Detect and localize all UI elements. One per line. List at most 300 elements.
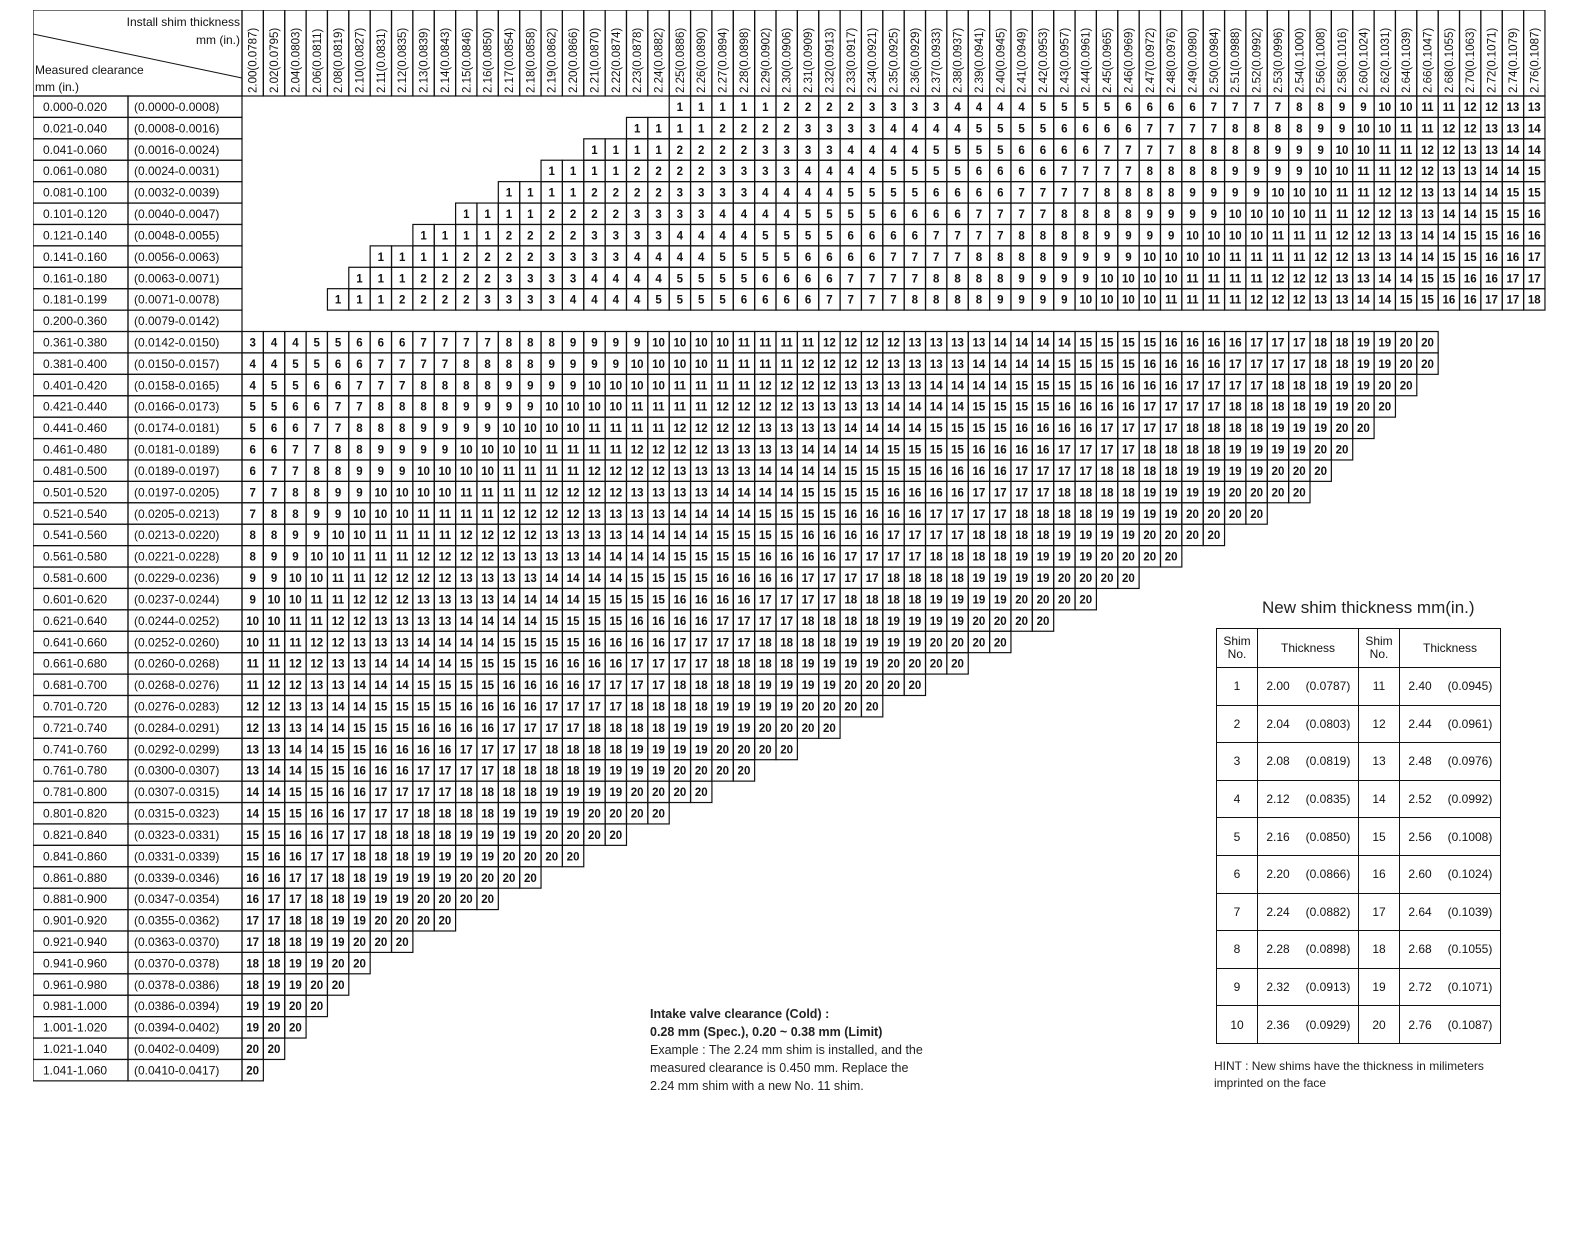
shim-number: 20 xyxy=(1207,508,1221,521)
shim-no: 12 xyxy=(1359,705,1400,743)
shim-number: 7 xyxy=(868,273,876,286)
shim-number: 18 xyxy=(502,765,516,778)
shim-number: 2 xyxy=(804,102,812,114)
shim-number: 18 xyxy=(374,851,388,864)
column-header-label: 2.62(0.1031) xyxy=(1379,27,1392,93)
shim-number: 15 xyxy=(1421,294,1434,307)
table-row xyxy=(1217,705,1501,743)
shim-number: 17 xyxy=(1186,380,1199,393)
shim-number: 18 xyxy=(1100,465,1114,478)
column-header-label: 2.13(0.0839) xyxy=(418,27,431,93)
shim-number: 18 xyxy=(395,829,409,842)
shim-number: 5 xyxy=(932,144,940,157)
shim-number: 9 xyxy=(1103,251,1111,264)
shim-number: 11 xyxy=(695,380,708,393)
shim-number: 16 xyxy=(823,530,836,543)
shim-number: 1 xyxy=(655,144,662,157)
shim-number: 12 xyxy=(310,658,324,671)
shim-number: 17 xyxy=(951,508,964,521)
shim-number: 15 xyxy=(630,594,644,607)
shim-number: 9 xyxy=(633,337,641,350)
column-header-label: 2.36(0.0929) xyxy=(909,27,922,93)
shim-number: 14 xyxy=(1463,209,1477,222)
shim-number: 17 xyxy=(737,637,751,650)
shim-number: 12 xyxy=(1271,273,1285,286)
shim-number: 4 xyxy=(633,251,641,264)
shim-number: 12 xyxy=(887,337,900,350)
shim-number: 4 xyxy=(698,251,705,264)
shim-number: 12 xyxy=(566,487,580,500)
shim-number: 14 xyxy=(289,744,302,757)
shim-number: 9 xyxy=(313,530,320,543)
shim-number: 14 xyxy=(523,594,537,607)
column-header-label: 2.68(0.1055) xyxy=(1443,27,1456,93)
shim-number: 13 xyxy=(1314,294,1328,307)
shim-number: 17 xyxy=(1057,444,1071,457)
shim-number: 18 xyxy=(1207,423,1221,436)
shim-number: 14 xyxy=(972,380,986,393)
shim-number: 14 xyxy=(780,465,794,478)
shim-number: 12 xyxy=(694,444,708,457)
shim-number: 17 xyxy=(1207,401,1221,414)
shim-number: 11 xyxy=(246,658,259,671)
shim-number: 9 xyxy=(334,508,342,521)
shim-number: 19 xyxy=(1250,444,1263,457)
shim-number: 7 xyxy=(868,294,876,307)
shim-number: 14 xyxy=(993,337,1007,350)
shim-number: 18 xyxy=(353,872,366,885)
shim-number: 4 xyxy=(655,273,662,286)
shim-number: 2 xyxy=(633,166,641,179)
thickness-in: (0.1024) xyxy=(1440,855,1501,893)
row-clearance-mm: 0.801-0.820 xyxy=(43,806,108,821)
shim-number: 17 xyxy=(1036,465,1050,478)
row-clearance-in: (0.0189-0.0197) xyxy=(134,463,220,478)
shim-number: 8 xyxy=(292,508,299,521)
shim-number: 9 xyxy=(1317,123,1324,136)
shim-number: 6 xyxy=(762,294,769,307)
shim-number: 19 xyxy=(353,894,366,907)
shim-number: 12 xyxy=(1421,166,1434,179)
shim-number: 9 xyxy=(1189,187,1196,200)
shim-number: 16 xyxy=(588,658,601,671)
shim-number: 20 xyxy=(972,615,986,628)
shim-number: 10 xyxy=(395,487,409,500)
shim-number: 13 xyxy=(395,615,409,628)
shim-number: 12 xyxy=(1463,102,1477,114)
shim-number: 13 xyxy=(1463,166,1477,179)
shim-number: 1 xyxy=(334,294,342,307)
shim-number: 15 xyxy=(929,423,943,436)
shim-number: 18 xyxy=(438,829,452,842)
thickness-mm: 2.32 xyxy=(1258,968,1299,1006)
shim-number: 16 xyxy=(1079,423,1093,436)
shim-number: 8 xyxy=(1061,209,1068,222)
shim-number: 17 xyxy=(310,872,324,885)
shim-number: 5 xyxy=(292,380,299,393)
shim-number: 2 xyxy=(847,102,854,114)
shim-number: 9 xyxy=(569,337,577,350)
thickness-in: (0.1087) xyxy=(1440,1006,1501,1044)
shim-number: 15 xyxy=(289,787,302,800)
shim-number: 16 xyxy=(438,722,452,735)
shim-number: 10 xyxy=(1207,230,1221,243)
hint-text: HINT : New shims have the thickness in milimeters imprinted on the face xyxy=(1214,1059,1484,1090)
shim-number: 12 xyxy=(523,530,537,543)
shim-number: 5 xyxy=(847,209,854,222)
shim-number: 18 xyxy=(1057,487,1071,500)
shim-number: 11 xyxy=(1357,166,1370,179)
shim-number: 18 xyxy=(1335,337,1349,350)
row-clearance-in: (0.0323-0.0331) xyxy=(134,827,220,842)
shim-number: 13 xyxy=(929,358,943,371)
shim-number: 16 xyxy=(1036,444,1050,457)
shim-number: 16 xyxy=(780,551,794,564)
shim-number: 16 xyxy=(972,444,986,457)
shim-number: 10 xyxy=(1271,209,1285,222)
shim-number: 3 xyxy=(868,102,876,114)
shim-number: 3 xyxy=(612,230,620,243)
shim-number: 4 xyxy=(997,102,1004,114)
shim-number: 8 xyxy=(463,380,470,393)
thickness-in: (0.0992) xyxy=(1440,780,1501,818)
shim-number: 13 xyxy=(1399,230,1413,243)
shim-number: 8 xyxy=(463,358,470,371)
shim-number: 9 xyxy=(1296,144,1303,157)
shim-number: 16 xyxy=(694,615,708,628)
shim-number: 15 xyxy=(801,487,815,500)
shim-number: 18 xyxy=(694,701,708,714)
thickness-mm: 2.64 xyxy=(1400,893,1441,931)
shim-number: 12 xyxy=(716,423,729,436)
shim-number: 4 xyxy=(633,273,641,286)
shim-table-title: New shim thickness mm(in.) xyxy=(1262,598,1475,617)
shim-number: 3 xyxy=(804,144,812,157)
shim-number: 14 xyxy=(929,401,943,414)
shim-number: 3 xyxy=(548,294,555,307)
shim-number: 14 xyxy=(1357,294,1370,307)
shim-number: 9 xyxy=(377,465,385,478)
shim-number: 10 xyxy=(289,573,302,586)
column-header-label: 2.35(0.0925) xyxy=(888,27,901,93)
shim-number: 9 xyxy=(249,594,256,607)
table-row xyxy=(1217,668,1501,706)
shim-number: 8 xyxy=(1296,102,1303,114)
shim-number: 11 xyxy=(1293,251,1306,264)
row-clearance-in: (0.0284-0.0291) xyxy=(134,720,220,735)
shim-number: 9 xyxy=(484,423,491,436)
shim-number: 5 xyxy=(890,166,897,179)
shim-number: 20 xyxy=(1122,551,1135,564)
shim-number: 20 xyxy=(331,979,345,992)
shim-number: 2 xyxy=(505,251,513,264)
shim-number: 8 xyxy=(441,380,449,393)
shim-number: 19 xyxy=(1292,423,1306,436)
shim-number: 16 xyxy=(481,701,495,714)
column-header-label: 2.22(0.0874) xyxy=(610,27,623,93)
row-clearance-mm: 1.021-1.040 xyxy=(43,1042,108,1057)
shim-number: 16 xyxy=(523,701,537,714)
shim-number: 17 xyxy=(566,722,580,735)
shim-number: 10 xyxy=(588,401,601,414)
shim-number: 12 xyxy=(758,401,772,414)
shim-number: 9 xyxy=(1082,273,1089,286)
shim-number: 8 xyxy=(1232,144,1239,157)
row-clearance-in: (0.0221-0.0228) xyxy=(134,549,220,564)
shim-number: 6 xyxy=(890,209,897,222)
shim-number: 6 xyxy=(1125,123,1132,136)
shim-number: 20 xyxy=(1164,530,1178,543)
shim-number: 17 xyxy=(801,594,815,607)
shim-number: 5 xyxy=(719,273,726,286)
shim-number: 19 xyxy=(1378,337,1392,350)
shim-number: 7 xyxy=(334,401,342,414)
shim-number: 5 xyxy=(826,209,833,222)
shim-number: 17 xyxy=(694,637,708,650)
shim-number: 20 xyxy=(673,765,687,778)
row-clearance-mm: 0.461-0.480 xyxy=(43,442,108,457)
row-clearance-mm: 0.061-0.080 xyxy=(43,164,108,179)
shim-number: 10 xyxy=(1357,144,1370,157)
shim-number: 19 xyxy=(395,894,409,907)
shim-number: 4 xyxy=(270,337,278,350)
thickness-mm: 2.20 xyxy=(1258,855,1299,893)
shim-number: 13 xyxy=(908,358,922,371)
shim-number: 15 xyxy=(1100,337,1114,350)
shim-number: 16 xyxy=(823,551,836,564)
shim-number: 17 xyxy=(1079,444,1093,457)
note-line: 2.24 mm shim with a new No. 11 shim. xyxy=(650,1079,864,1093)
shim-number: 15 xyxy=(1485,209,1498,222)
shim-number: 7 xyxy=(975,230,983,243)
shim-number: 13 xyxy=(716,444,729,457)
shim-number: 7 xyxy=(1039,187,1047,200)
shim-number: 12 xyxy=(737,401,751,414)
shim-number: 13 xyxy=(908,380,922,393)
shim-number: 10 xyxy=(246,637,260,650)
shim-number: 1 xyxy=(463,209,470,222)
shim-number: 13 xyxy=(887,358,900,371)
thickness-mm: 2.36 xyxy=(1258,1006,1299,1044)
shim-number: 19 xyxy=(1335,401,1349,414)
shim-number: 13 xyxy=(823,401,836,414)
shim-number: 16 xyxy=(630,637,644,650)
shim-number: 16 xyxy=(523,680,537,693)
shim-number: 10 xyxy=(417,465,430,478)
shim-number: 20 xyxy=(1228,508,1242,521)
shim-number: 11 xyxy=(481,508,494,521)
shim-number: 5 xyxy=(334,337,342,350)
shim-number: 10 xyxy=(652,380,665,393)
shim-number: 6 xyxy=(249,465,256,478)
shim-number: 3 xyxy=(719,166,726,179)
shim-number: 6 xyxy=(954,209,961,222)
shim-number: 11 xyxy=(695,401,708,414)
shim-number: 16 xyxy=(1057,401,1071,414)
shim-number: 12 xyxy=(246,722,260,735)
shim-number: 6 xyxy=(868,230,876,243)
shim-number: 10 xyxy=(1100,294,1114,307)
column-header-label: 2.32(0.0913) xyxy=(824,27,837,93)
shim-number: 8 xyxy=(377,401,385,414)
row-clearance-in: (0.0229-0.0236) xyxy=(134,571,220,586)
shim-number: 14 xyxy=(545,594,559,607)
shim-number: 7 xyxy=(1103,166,1111,179)
shim-number: 2 xyxy=(569,230,577,243)
shim-number: 13 xyxy=(630,508,644,521)
shim-number: 15 xyxy=(1015,401,1029,414)
shim-number: 11 xyxy=(438,530,452,543)
shim-number: 14 xyxy=(823,444,836,457)
shim-number: 20 xyxy=(1378,380,1392,393)
shim-number: 8 xyxy=(975,273,983,286)
shim-number: 15 xyxy=(481,680,495,693)
shim-number: 2 xyxy=(463,273,470,286)
shim-number: 18 xyxy=(780,658,794,671)
shim-number: 9 xyxy=(548,358,555,371)
shim-number: 5 xyxy=(783,230,790,243)
shim-number: 17 xyxy=(1271,337,1285,350)
shim-number: 11 xyxy=(1207,294,1220,307)
column-header-label: 2.52(0.0992) xyxy=(1251,27,1264,93)
shim-number: 7 xyxy=(441,337,449,350)
shim-number: 19 xyxy=(1057,530,1071,543)
shim-number: 20 xyxy=(823,722,836,735)
shim-number: 19 xyxy=(887,637,900,650)
shim-number: 6 xyxy=(783,294,790,307)
shim-number: 18 xyxy=(951,573,964,586)
shim-number: 17 xyxy=(609,701,623,714)
shim-number: 20 xyxy=(588,829,601,842)
shim-number: 18 xyxy=(1314,380,1328,393)
shim-number: 15 xyxy=(673,551,687,564)
shim-number: 20 xyxy=(246,1044,260,1057)
shim-number: 5 xyxy=(954,166,961,179)
row-clearance-in: (0.0394-0.0402) xyxy=(134,1020,220,1035)
shim-number: 14 xyxy=(246,787,260,800)
shim-number: 12 xyxy=(502,508,516,521)
shim-number: 11 xyxy=(460,487,473,500)
shim-number: 8 xyxy=(292,487,299,500)
table-row xyxy=(1217,818,1501,856)
shim-number: 9 xyxy=(1103,230,1111,243)
shim-number: 14 xyxy=(1015,337,1029,350)
shim-number: 17 xyxy=(1292,337,1306,350)
row-clearance-in: (0.0370-0.0378) xyxy=(134,956,220,971)
shim-number: 20 xyxy=(993,637,1007,650)
shim-number: 10 xyxy=(694,337,708,350)
shim-number: 2 xyxy=(719,123,726,136)
shim-number: 14 xyxy=(1485,187,1498,200)
shim-number: 7 xyxy=(997,230,1004,243)
shim-number: 18 xyxy=(246,979,260,992)
shim-number: 6 xyxy=(1039,144,1047,157)
shim-number: 20 xyxy=(630,808,644,821)
shim-number: 5 xyxy=(826,230,833,243)
shim-number: 16 xyxy=(374,744,388,757)
shim-number: 13 xyxy=(246,765,260,778)
shim-number: 19 xyxy=(865,658,879,671)
shim-number: 14 xyxy=(438,658,452,671)
shim-number: 15 xyxy=(1527,187,1541,200)
shim-number: 20 xyxy=(1271,487,1285,500)
shim-number: 20 xyxy=(331,958,345,971)
shim-number: 10 xyxy=(267,594,281,607)
shim-number: 13 xyxy=(801,401,815,414)
shim-number: 9 xyxy=(463,401,470,414)
shim-number: 14 xyxy=(459,637,473,650)
shim-number: 2 xyxy=(420,273,427,286)
shim-number: 6 xyxy=(740,294,748,307)
shim-number: 3 xyxy=(548,273,555,286)
shim-number: 15 xyxy=(1122,358,1135,371)
shim-number: 15 xyxy=(353,722,366,735)
shim-number: 9 xyxy=(1125,251,1132,264)
shim-number: 17 xyxy=(1271,358,1285,371)
shim-number: 19 xyxy=(673,744,687,757)
shim-number: 19 xyxy=(673,722,687,735)
shim-number: 13 xyxy=(630,487,644,500)
shim-number: 11 xyxy=(289,637,302,650)
column-header-label: 2.58(0.1016) xyxy=(1337,27,1350,93)
shim-number: 8 xyxy=(975,251,983,264)
shim-number: 13 xyxy=(353,637,366,650)
shim-number: 7 xyxy=(292,444,299,457)
shim-number: 20 xyxy=(481,872,495,885)
shim-number: 16 xyxy=(246,872,260,885)
row-clearance-mm: 0.000-0.020 xyxy=(43,100,108,114)
shim-number: 19 xyxy=(972,573,986,586)
shim-number: 9 xyxy=(398,465,406,478)
shim-number: 11 xyxy=(673,401,686,414)
shim-number: 20 xyxy=(993,615,1007,628)
shim-number: 19 xyxy=(823,680,836,693)
shim-number: 19 xyxy=(780,701,794,714)
column-header-label: 2.10(0.0827) xyxy=(354,27,367,93)
shim-number: 20 xyxy=(289,1022,302,1035)
shim-number: 15 xyxy=(1399,294,1413,307)
shim-number: 1 xyxy=(527,209,534,222)
shim-number: 18 xyxy=(972,530,986,543)
shim-number: 13 xyxy=(780,444,794,457)
shim-number: 7 xyxy=(1018,187,1025,200)
shim-number: 20 xyxy=(887,658,900,671)
shim-number: 13 xyxy=(694,465,708,478)
shim-number: 14 xyxy=(502,615,516,628)
column-header-label: 2.27(0.0894) xyxy=(717,27,730,93)
shim-number: 15 xyxy=(887,444,900,457)
shim-number: 7 xyxy=(1061,166,1068,179)
shim-number: 19 xyxy=(1378,358,1392,371)
shim-number: 11 xyxy=(780,337,793,350)
shim-number: 10 xyxy=(545,401,559,414)
shim-number: 7 xyxy=(377,380,385,393)
shim-number: 19 xyxy=(502,808,516,821)
shim-number: 13 xyxy=(1335,294,1349,307)
shim-number: 2 xyxy=(762,123,769,136)
shim-number: 8 xyxy=(398,423,406,436)
shim-number: 20 xyxy=(1399,380,1413,393)
shim-number: 14 xyxy=(1421,230,1434,243)
shim-number: 14 xyxy=(887,401,900,414)
shim-number: 18 xyxy=(694,680,708,693)
shim-number: 16 xyxy=(1485,273,1498,286)
shim-number: 20 xyxy=(1079,594,1093,607)
shim-number: 17 xyxy=(246,936,260,949)
shim-number: 19 xyxy=(310,958,324,971)
shim-number: 9 xyxy=(420,444,427,457)
shim-number: 18 xyxy=(1314,337,1328,350)
